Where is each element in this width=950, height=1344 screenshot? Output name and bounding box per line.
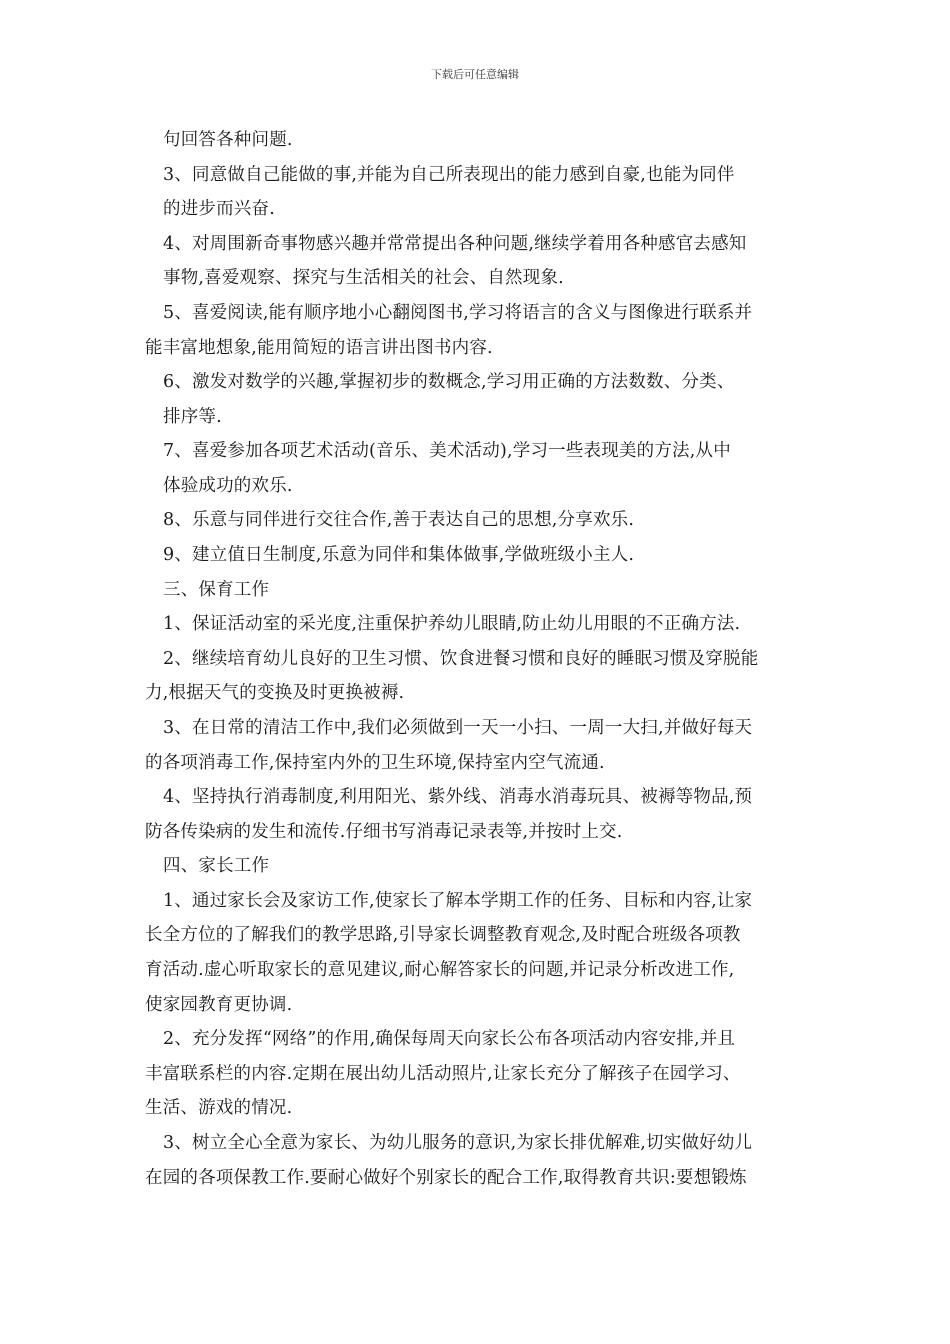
text-line: 力,根据天气的变换及时更换被褥.	[145, 683, 405, 703]
text-line: 的进步而兴奋.	[163, 199, 275, 219]
text-line: 排序等.	[163, 407, 222, 427]
text-line: 4、对周围新奇事物感兴趣并常常提出各种问题,继续学着用各种感官去感知	[163, 234, 747, 254]
text-line: 3、树立全心全意为家长、为幼儿服务的意识,为家长排优解难,切实做好幼儿	[163, 1133, 753, 1153]
section-heading: 三、保育工作	[163, 580, 270, 600]
text-line: 丰富联系栏的内容.定期在展出幼儿活动照片,让家长充分了解孩子在园学习、	[145, 1064, 741, 1084]
text-line: 长全方位的了解我们的教学思路,引导家长调整教育观念,及时配合班级各项教	[145, 925, 741, 945]
text-line: 5、喜爱阅读,能有顺序地小心翻阅图书,学习将语言的含义与图像进行联系并	[163, 303, 753, 323]
text-line: 7、喜爱参加各项艺术活动(音乐、美术活动),学习一些表现美的方法,从中	[163, 441, 731, 461]
text-line: 能丰富地想象,能用简短的语言讲出图书内容.	[145, 338, 493, 358]
text-line: 1、通过家长会及家访工作,使家长了解本学期工作的任务、目标和内容,让家	[163, 891, 753, 911]
text-line: 3、同意做自己能做的事,并能为自己所表现出的能力感到自豪,也能为同伴	[163, 165, 735, 185]
text-line: 2、充分发挥“网络”的作用,确保每周天向家长公布各项活动内容安排,并且	[163, 1029, 736, 1049]
text-line: 9、建立值日生制度,乐意为同伴和集体做事,学做班级小主人.	[163, 545, 635, 565]
text-line: 育活动.虚心听取家长的意见建议,耐心解答家长的问题,并记录分析改进工作,	[145, 960, 735, 980]
text-line: 事物,喜爱观察、探究与生活相关的社会、自然现象.	[163, 268, 564, 288]
text-line: 的各项消毒工作,保持室内外的卫生环境,保持室内空气流通.	[145, 753, 605, 773]
text-line: 体验成功的欢乐.	[163, 476, 293, 496]
text-line: 句回答各种问题.	[163, 130, 293, 150]
page-header: 下载后可任意编辑	[431, 68, 519, 81]
text-line: 3、在日常的清洁工作中,我们必须做到一天一小扫、一周一大扫,并做好每天	[163, 718, 753, 738]
section-heading: 四、家长工作	[163, 856, 270, 876]
text-line: 使家园教育更协调.	[145, 995, 293, 1015]
text-line: 6、激发对数学的兴趣,掌握初步的数概念,学习用正确的方法数数、分类、	[163, 372, 735, 392]
text-line: 1、保证活动室的采光度,注重保护养幼儿眼睛,防止幼儿用眼的不正确方法.	[163, 614, 741, 634]
text-line: 生活、游戏的情况.	[145, 1098, 293, 1118]
text-line: 2、继续培育幼儿良好的卫生习惯、饮食进餐习惯和良好的睡眠习惯及穿脱能	[163, 649, 759, 669]
text-line: 8、乐意与同伴进行交往合作,善于表达自己的思想,分享欢乐.	[163, 510, 635, 530]
text-line: 在园的各项保教工作.要耐心做好个别家长的配合工作,取得教育共识:要想锻炼	[145, 1168, 747, 1188]
text-line: 4、坚持执行消毒制度,利用阳光、紫外线、消毒水消毒玩具、被褥等物品,预	[163, 787, 753, 807]
text-line: 防各传染病的发生和流传.仔细书写消毒记录表等,并按时上交.	[145, 822, 623, 842]
